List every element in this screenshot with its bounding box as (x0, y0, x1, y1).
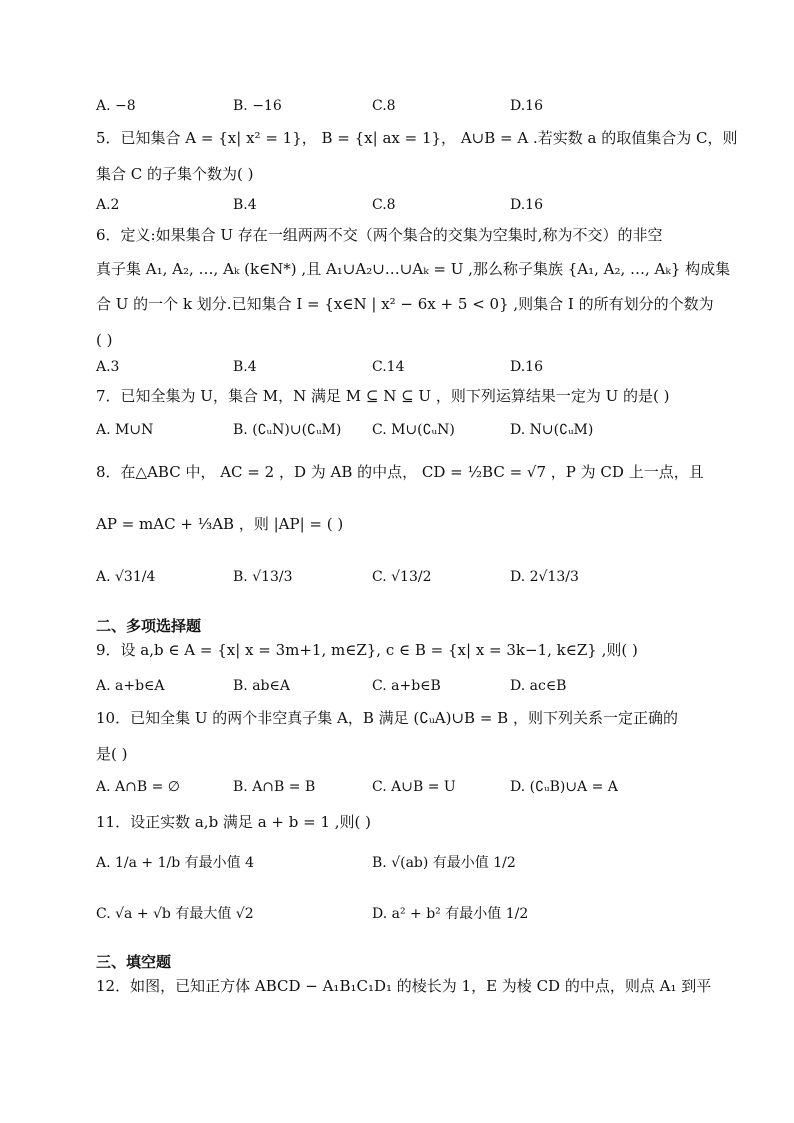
q9-option-b: B. ab∈A (233, 678, 290, 694)
q5-option-a: A.2 (96, 197, 120, 213)
q8-text-line2: AP = mAC + ⅓AB ，则 |AP| = ( ) (96, 515, 344, 533)
q9-option-a: A. a+b∈A (96, 678, 165, 694)
q11-option-b: B. √(ab) 有最小值 1/2 (372, 855, 516, 871)
q9-option-d: D. ac∈B (510, 678, 567, 694)
q6-option-b: B.4 (233, 359, 257, 375)
q10-option-d: D. (∁ᵤB)∪A = A (510, 779, 618, 795)
q9-text-line1: 9．设 a,b ∈ A = {x| x = 3m+1, m∈Z}, c ∈ B = {x| x = 3k−1, k∈Z} ,则( ) (96, 641, 638, 659)
q8-text-line1: 8．在△ABC 中， AC = 2 ，D 为 AB 的中点， CD = ½BC = √7 ，P 为 CD 上一点，且 (96, 463, 704, 481)
q11-option-c: C. √a + √b 有最大值 √2 (96, 906, 254, 922)
q6-option-c: C.14 (372, 359, 405, 375)
q11-option-d: D. a² + b² 有最小值 1/2 (372, 906, 529, 922)
q8-option-a: A. √31/4 (96, 569, 156, 585)
q11-text-line1: 11．设正实数 a,b 满足 a + b = 1 ,则( ) (96, 813, 372, 831)
q4-option-d: D.16 (510, 98, 543, 114)
q10-option-c: C. A∪B = U (372, 779, 456, 795)
q9-option-c: C. a+b∈B (372, 678, 441, 694)
q7-text-line1: 7．已知全集为 U，集合 M，N 满足 M ⊆ N ⊆ U ，则下列运算结果一定为 U 的是( ) (96, 387, 670, 405)
q12-text-line1: 12．如图，已知正方体 ABCD − A₁B₁C₁D₁ 的棱长为 1，E 为棱 CD 的中点，则点 A₁ 到平 (96, 977, 712, 995)
q5-option-c: C.8 (372, 197, 396, 213)
q5-option-b: B.4 (233, 197, 257, 213)
q6-text-line4: ( ) (96, 331, 113, 349)
q4-option-b: B. −16 (233, 98, 282, 114)
q6-text-line3: 合 U 的一个 k 划分.已知集合 I = {x∈N | x² − 6x + 5 < 0} ,则集合 I 的所有划分的个数为 (96, 295, 714, 313)
q7-option-b: B. (∁ᵤN)∪(∁ᵤM) (233, 422, 342, 438)
q5-text-line2: 集合 C 的子集个数为( ) (96, 165, 254, 183)
q10-text-line2: 是( ) (96, 745, 128, 763)
section-heading-fill-in: 三、填空题 (96, 953, 172, 971)
q8-option-c: C. √13/2 (372, 569, 432, 585)
q7-option-d: D. N∪(∁ᵤM) (510, 422, 594, 438)
q4-option-a: A. −8 (96, 98, 136, 114)
q6-text-line1: 6．定义:如果集合 U 存在一组两两不交（两个集合的交集为空集时,称为不交）的非空 (96, 226, 663, 244)
q5-option-d: D.16 (510, 197, 543, 213)
q6-option-d: D.16 (510, 359, 543, 375)
q5-text-line1: 5．已知集合 A = {x| x² = 1}， B = {x| ax = 1}， A∪B = A .若实数 a 的取值集合为 C，则 (96, 129, 738, 147)
q10-option-a: A. A∩B = ∅ (96, 779, 180, 795)
q10-option-b: B. A∩B = B (233, 779, 316, 795)
q10-text-line1: 10．已知全集 U 的两个非空真子集 A，B 满足 (∁ᵤA)∪B = B ，则下列关系一定正确的 (96, 709, 678, 727)
q8-option-d: D. 2√13/3 (510, 569, 579, 585)
q11-option-a: A. 1/a + 1/b 有最小值 4 (96, 855, 255, 871)
q4-option-c: C.8 (372, 98, 396, 114)
q7-option-c: C. M∪(∁ᵤN) (372, 422, 455, 438)
q6-option-a: A.3 (96, 359, 120, 375)
q7-option-a: A. M∪N (96, 422, 154, 438)
q6-text-line2: 真子集 A₁, A₂, …, Aₖ (k∈N*) ,且 A₁∪A₂∪…∪Aₖ = U ,那么称子集族 {A₁, A₂, …, Aₖ} 构成集 (96, 260, 731, 278)
q8-option-b: B. √13/3 (233, 569, 293, 585)
section-heading-multiple-choice: 二、多项选择题 (96, 617, 202, 635)
